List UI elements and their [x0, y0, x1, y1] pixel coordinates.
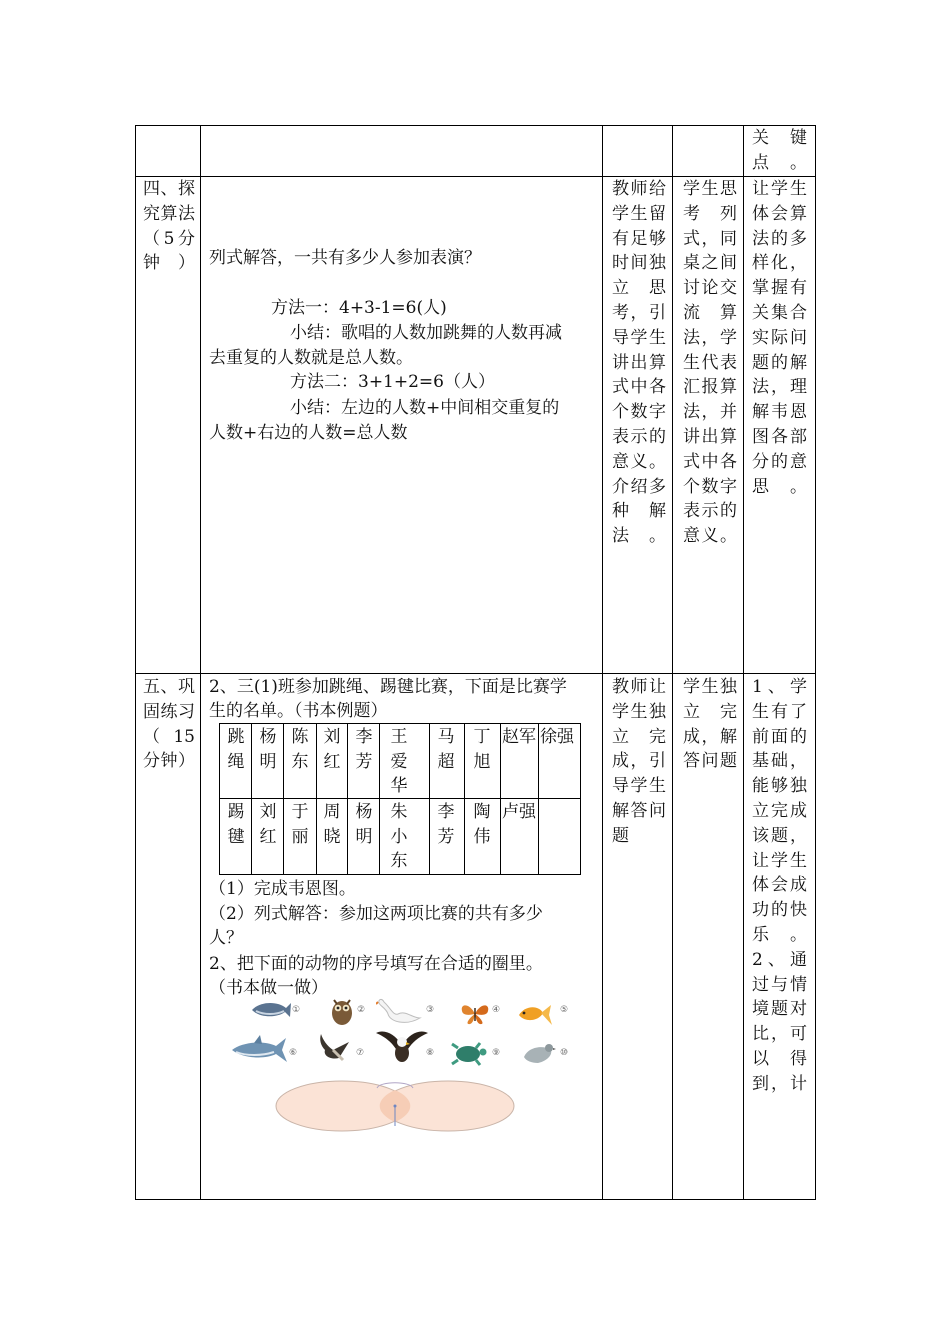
roster-cell: 赵军 [502, 727, 536, 747]
roster-table [219, 723, 581, 875]
roster-cell: 杨明 [259, 727, 277, 772]
roster-cell: 王爱华 [390, 727, 408, 796]
shark-icon [230, 1034, 288, 1064]
roster-cell: 陈东 [291, 727, 309, 772]
row1-summary2a: 小结：左边的人数+中间相交重复的 [290, 398, 560, 418]
row1-stage: 四、探究算法（5分钟） [143, 179, 195, 274]
roster-cell: 李芳 [437, 802, 455, 847]
row1-summary1a: 小结：歌唱的人数加跳舞的人数再减 [290, 323, 562, 343]
venn-diagram [274, 1068, 519, 1140]
row0-intent: 关键点。 [752, 128, 807, 173]
row2-teacher: 教师让学生独立完成，引导学生解答问题 [612, 677, 666, 846]
row1-intent: 让学生体会算法的多样化，掌握有关集合实际问题的解法，理解韦恩图各部分的意思。 [752, 179, 807, 497]
roster-cell: 跳绳 [227, 727, 245, 772]
roster-cell: 杨明 [355, 802, 373, 847]
roster-cell: 陶伟 [473, 802, 491, 847]
animal-number: ⑨ [492, 1048, 501, 1058]
roster-cell: 马超 [437, 727, 455, 772]
animal-number: ④ [492, 1005, 501, 1015]
goldfish-icon [515, 1001, 553, 1027]
row2-q2a: （2）列式解答：参加这两项比赛的共有多少 [209, 904, 543, 924]
turtle-icon [448, 1042, 488, 1066]
row1-teacher: 教师给学生留有足够时间独立思考，引导学生讲出算式中各个数字表示的意义。介绍多种解法。 [612, 179, 666, 547]
row1-question: 列式解答，一共有多少人参加表演？ [209, 248, 481, 268]
swan-icon [376, 996, 424, 1028]
row1-method1: 方法一：4+3-1=6(人) [271, 298, 447, 318]
roster-cell: 刘红 [259, 802, 277, 847]
row2-intro-b: 生的名单。（书本例题） [209, 701, 388, 721]
animal-number: ⑦ [356, 1048, 365, 1058]
row2-q2b: 人？ [209, 928, 243, 948]
animal-number: ② [357, 1005, 366, 1015]
row2-intro-a: 2、三(1)班参加跳绳、踢毽比赛，下面是比赛学 [209, 677, 567, 697]
animal-number: ⑥ [289, 1048, 298, 1058]
row1-summary1b: 去重复的人数就是总人数。 [209, 348, 413, 368]
owl-icon [330, 996, 354, 1026]
fish-icon [250, 999, 292, 1021]
animal-number: ⑩ [560, 1048, 569, 1058]
roster-cell: 于丽 [291, 802, 309, 847]
pigeon-icon [520, 1039, 556, 1067]
row1-method2: 方法二：3+1+2=6（人） [290, 372, 495, 392]
goose-icon [315, 1030, 353, 1064]
animal-number: ③ [426, 1005, 435, 1015]
animal-number: ⑤ [560, 1005, 569, 1015]
roster-cell: 卢强 [502, 802, 536, 822]
butterfly-icon [460, 1003, 490, 1025]
row2-stage: 五、巩固练习（15分钟） [143, 677, 195, 772]
roster-cell: 周晓 [323, 802, 341, 847]
row2-intent: 1、学生有了前面的基础，能够独立完成该题，让学生体会成功的快乐。2、通过与情境题对比，可以得到，计 [752, 677, 807, 1094]
roster-cell: 刘红 [323, 727, 341, 772]
row2-q1: （1）完成韦恩图。 [209, 879, 356, 899]
row1-summary2b: 人数+右边的人数=总人数 [209, 423, 408, 443]
eagle-icon [376, 1027, 428, 1067]
row2-student: 学生独立完成，解答问题 [683, 677, 737, 772]
roster-cell: 丁旭 [473, 727, 491, 772]
animal-number: ① [292, 1005, 301, 1015]
row1-student: 学生思考列式，同桌之间讨论交流算法，学生代表汇报算法，并讲出算式中各个数字表示的意义。 [683, 179, 737, 547]
row2-task2: 2、把下面的动物的序号填写在合适的圈里。 [209, 954, 543, 974]
animal-number: ⑧ [426, 1048, 435, 1058]
roster-cell: 徐强 [540, 727, 574, 747]
roster-cell: 李芳 [355, 727, 373, 772]
roster-cell: 踢毽 [227, 802, 245, 847]
row2-task2-src: （书本做一做） [209, 978, 328, 998]
roster-cell: 朱小东 [390, 802, 408, 871]
